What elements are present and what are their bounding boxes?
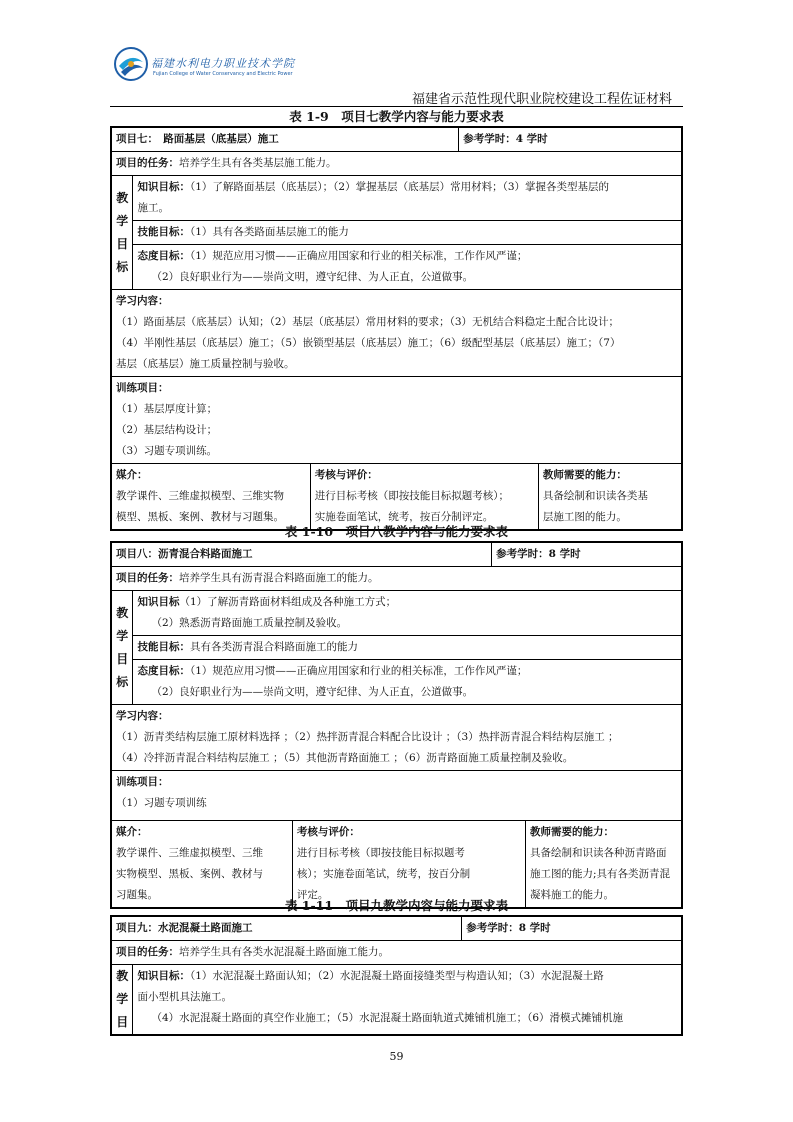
learning-content: 学习内容： （1）路面基层（底基层）认知；（2）基层（底基层）常用材料的要求；（3）无机结合料稳定土配合比设计； （4）半刚性基层（底基层）施工；（5）嵌锁型基层（底基层）施工；（6）级配型基层（底基层）施工；（7） 基层（底基层）施工质量控制与验收。 xyxy=(111,290,682,377)
college-logo xyxy=(113,46,313,96)
project-name: 项目八：沥青混合料路面施工 xyxy=(111,542,492,567)
knowledge-goal: 知识目标：（1）了解路面基层（底基层）；（2）掌握基层（底基层）常用材料；（3）掌握各类型基层的 施工。 xyxy=(133,176,682,221)
knowledge-goal: 知识目标：（1）水泥混凝土路面认知；（2）水泥混凝土路面接缝类型与构造认知；（3）水泥混凝土路 面小型机具法施工。 （4）水泥混凝土路面的真空作业施工；（5）水泥混凝土路面轨道式摊铺机施工；（6）滑模式摊铺机施 xyxy=(133,965,682,1036)
project-task-row xyxy=(111,152,682,176)
project-name: 项目九：水泥混凝土路面施工 xyxy=(111,916,462,941)
teacher-ability-cell: 教师需要的能力： 具备绘制和识读各种沥青路面 施工图的能力;具有各类沥青混 凝料施工的能力。 xyxy=(526,821,683,909)
document-header-title: 福建省示范性现代职业院校建设工程佐证材料 xyxy=(411,92,672,107)
logo-english-name: Fujian College of Water Conservancy and Electric Power xyxy=(153,71,293,77)
attitude-goal: 态度目标：（1）规范应用习惯——正确应用国家和行业的相关标准，工作作风严谨； （2）良好职业行为——崇尚文明，遵守纪律、为人正直，公道做事。 xyxy=(133,660,682,705)
teacher-ability-cell: 教师需要的能力： 具备绘制和识读各类基 层施工图的能力。 xyxy=(538,464,682,531)
skill-goal: 技能目标：具有各类沥青混合料路面施工的能力 xyxy=(133,636,682,660)
assessment-cell: 考核与评价： 进行目标考核（即按技能目标拟题考核）； 实施卷面笔试，统考，按百分制评定。 xyxy=(310,464,538,531)
project-task-row: 项目的任务：培养学生具有沥青混合料路面施工的能力。 xyxy=(111,567,682,591)
media-cell: 媒介： 教学课件、三维虚拟模型、三维实物 模型、黑板、案例、教材与习题集。 xyxy=(111,464,310,531)
teaching-goals-label: 教 学 目 xyxy=(111,965,133,1036)
project-name: 项目七： 路面基层（底基层）施工 xyxy=(111,127,459,152)
media-cell: 媒介： 教学课件、三维虚拟模型、三维 实物模型、黑板、案例、教材与 习题集。 xyxy=(111,821,292,909)
teaching-goals-label: 教 学 目 标 xyxy=(111,591,133,705)
table-caption: 表 1-10 项目八教学内容与能力要求表 xyxy=(284,524,509,539)
task-text: 培养学生具有各类基层施工能力。 xyxy=(179,157,337,169)
training-items: 训练项目： （1）习题专项训练 xyxy=(111,771,682,821)
teaching-goals-label: 教 学 目 标 xyxy=(111,176,133,290)
logo-chinese-name: 福建水利电力职业技术学院 xyxy=(151,57,295,70)
requirement-table-project-8 xyxy=(110,541,683,909)
college-emblem-icon xyxy=(113,46,149,82)
skill-goal: 技能目标：（1）具有各类路面基层施工的能力 xyxy=(133,221,682,245)
training-items: 训练项目： （1）基层厚度计算； （2）基层结构设计； （3）习题专项训练。 xyxy=(111,377,682,464)
knowledge-goal: 知识目标（1）了解沥青路面材料组成及各种施工方式； （2）熟悉沥青路面施工质量控制及验收。 xyxy=(133,591,682,636)
requirement-table-project-7 xyxy=(110,126,683,531)
reference-hours: 参考学时：8 学时 xyxy=(492,542,682,567)
assessment-cell: 考核与评价： 进行目标考核（即按技能目标拟题考 核）；实施卷面笔试，统考，按百分制 评定。 xyxy=(292,821,525,909)
attitude-goal: 态度目标：（1）规范应用习惯——正确应用国家和行业的相关标准，工作作风严谨； （2）良好职业行为——崇尚文明，遵守纪律、为人正直，公道做事。 xyxy=(133,245,682,290)
task-label: 项目的任务： xyxy=(116,157,179,169)
requirement-table-project-9 xyxy=(110,915,683,1036)
table-caption: 表 1-9 项目七教学内容与能力要求表 xyxy=(289,109,504,124)
reference-hours: 参考学时：8 学时 xyxy=(462,916,682,941)
page-number: 59 xyxy=(389,1050,404,1063)
project-task-row: 项目的任务：培养学生具有各类水泥混凝土路面施工能力。 xyxy=(111,941,682,965)
learning-content: 学习内容： （1）沥青类结构层施工原材料选择 ；（2）热拌沥青混合料配合比设计 ；（3）热拌沥青混合料结构层施工 ； （4）冷拌沥青混合料结构层施工 ；（5）其他沥青路面施工 ；（6）沥青路面施工质量控制及验收。 xyxy=(111,705,682,771)
table-caption: 表 1-11 项目九教学内容与能力要求表 xyxy=(284,898,509,913)
reference-hours: 参考学时：4 学时 xyxy=(459,127,682,152)
